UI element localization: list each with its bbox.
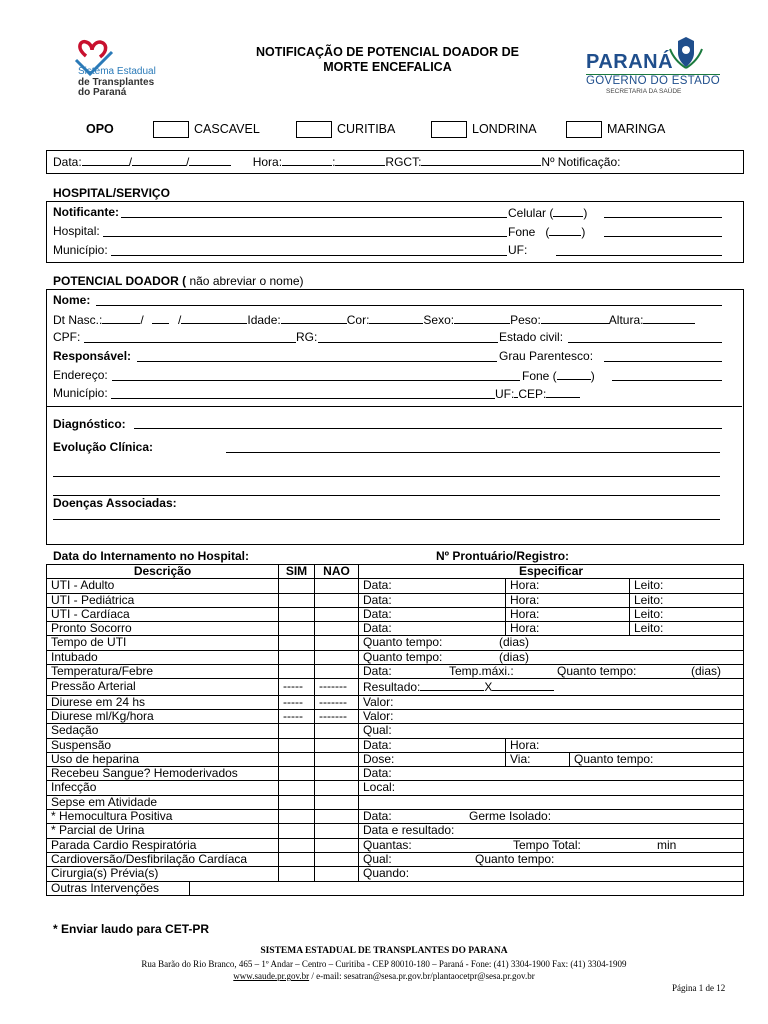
spec-cell[interactable]: Via: (506, 752, 570, 766)
spec-cell[interactable]: Valor: (359, 695, 744, 709)
sexo-field[interactable] (454, 312, 510, 324)
table-row (47, 724, 744, 738)
nao-cell[interactable] (315, 607, 359, 621)
table-row (47, 607, 744, 621)
row-desc: UTI - Adulto (47, 579, 279, 593)
header-descricao: Descrição (47, 565, 279, 579)
idade-field[interactable] (281, 312, 347, 324)
fone-field[interactable] (604, 236, 722, 237)
state-dept: SECRETARIA DA SAÚDE (606, 88, 682, 95)
donor-uf-cep-row (495, 386, 580, 401)
spec-cell[interactable] (359, 795, 744, 809)
table-row (47, 679, 744, 695)
celular-ddd-field[interactable] (553, 205, 583, 217)
sim-cell[interactable] (279, 622, 315, 636)
diagnostico-field[interactable] (134, 428, 722, 429)
idade-label: Idade: (247, 313, 281, 327)
row-desc: Parada Cardio Respiratória (47, 838, 279, 852)
nao-cell[interactable] (315, 824, 359, 838)
pressure-dia-field[interactable] (492, 679, 554, 691)
sim-cell[interactable] (279, 767, 315, 781)
spec-cell[interactable] (359, 636, 744, 650)
parana-coat-of-arms-icon (668, 35, 704, 71)
nao-cell[interactable] (315, 767, 359, 781)
donor-title-note: não abreviar o nome) (186, 274, 304, 288)
spec-cell[interactable] (359, 650, 744, 664)
sim-cell[interactable] (279, 724, 315, 738)
spec-cell[interactable]: Quanto tempo: (570, 752, 744, 766)
sim-cell[interactable] (279, 593, 315, 607)
notification-label: Nº Notificação: (541, 155, 621, 169)
nao-cell[interactable] (315, 867, 359, 881)
row-desc: Tempo de UTI (47, 636, 279, 650)
clinical-table (46, 564, 744, 896)
opo-checkbox-cascavel[interactable] (153, 121, 189, 138)
altura-label: Altura: (608, 313, 644, 327)
uf-field[interactable] (556, 255, 722, 256)
spec-cell[interactable]: Data: (359, 593, 506, 607)
sim-cell[interactable] (279, 810, 315, 824)
table-row (47, 622, 744, 636)
sim-cell[interactable] (279, 665, 315, 679)
title-line-2: MORTE ENCEFALICA (323, 60, 452, 74)
spec-cell[interactable] (359, 665, 744, 679)
row-desc: Pronto Socorro (47, 622, 279, 636)
sim-cell[interactable]: ----- (279, 709, 315, 723)
sim-cell[interactable] (279, 867, 315, 881)
uf-label: UF: (508, 243, 528, 257)
table-row (47, 852, 744, 866)
sim-cell[interactable] (279, 607, 315, 621)
table-row (47, 709, 744, 723)
nao-cell[interactable] (315, 781, 359, 795)
spec-cell[interactable]: Data: (359, 767, 744, 781)
sim-cell[interactable] (279, 579, 315, 593)
date-year-field[interactable] (189, 154, 231, 166)
evolucao-label: Evolução Clínica: (53, 440, 154, 454)
internment-date-label: Data do Internamento no Hospital: (53, 549, 250, 563)
nao-cell[interactable] (315, 738, 359, 752)
spec-text: (dias) (499, 635, 530, 650)
pressure-sys-field[interactable] (420, 679, 484, 691)
notificante-field[interactable] (121, 217, 507, 218)
spec-text: Quanto tempo: (475, 852, 555, 866)
sim-cell[interactable] (279, 824, 315, 838)
spec-cell[interactable]: Hora: (506, 622, 630, 636)
opo-checkbox-curitiba[interactable] (296, 121, 332, 138)
opo-label: OPO (86, 122, 114, 136)
opo-option-londrina: LONDRINA (472, 122, 537, 136)
dob-row: Dt Nasc.: / / Idade: Cor: Sexo: Peso: Altura: (53, 312, 695, 327)
table-header-row (47, 565, 744, 579)
sim-cell[interactable] (279, 738, 315, 752)
opo-checkbox-maringa[interactable] (566, 121, 602, 138)
spec-cell[interactable]: Data: (359, 738, 506, 752)
spec-cell[interactable]: Data: (359, 579, 506, 593)
cpf-label: CPF: (53, 330, 81, 344)
footer-contact (0, 971, 768, 981)
sim-cell[interactable]: ----- (279, 695, 315, 709)
header-sim: SIM (279, 565, 315, 579)
nao-cell[interactable] (315, 579, 359, 593)
logo-line-3: do Paraná (78, 87, 127, 98)
rg-field[interactable] (318, 342, 498, 343)
spec-text: Temp.máxi.: (449, 664, 514, 679)
spec-cell[interactable]: Leito: (630, 622, 744, 636)
row-desc: Diurese em 24 hs (47, 695, 279, 709)
table-row (47, 881, 744, 895)
sim-cell[interactable] (279, 795, 315, 809)
table-row (47, 650, 744, 664)
celular-field[interactable] (604, 217, 722, 218)
spec-cell[interactable]: Data: (359, 607, 506, 621)
estado-civil-field[interactable] (568, 342, 722, 343)
spec-text: Qual: (363, 852, 392, 866)
row-desc: Temperatura/Febre (47, 665, 279, 679)
sim-cell[interactable] (279, 781, 315, 795)
spec-text: min (657, 838, 677, 852)
date-label: Data: (53, 155, 82, 169)
sim-cell[interactable] (279, 650, 315, 664)
table-row (47, 695, 744, 709)
spec-cell[interactable] (359, 679, 744, 695)
cor-label: Cor: (346, 313, 370, 327)
row-desc: Sedação (47, 724, 279, 738)
nao-cell[interactable]: ------- (315, 709, 359, 723)
nao-cell[interactable]: ------- (315, 695, 359, 709)
sim-cell[interactable] (279, 838, 315, 852)
registry-row: Data: / / Hora: : RGCT: Nº Notificação: (53, 155, 621, 169)
table-row (47, 795, 744, 809)
hospital-label: Hospital: (53, 224, 100, 238)
spec-text: Quanto tempo: (363, 650, 443, 664)
table-row (47, 824, 744, 838)
sim-cell[interactable]: ----- (279, 679, 315, 695)
responsavel-field[interactable] (137, 361, 497, 362)
spec-cell[interactable] (359, 838, 744, 852)
footer-address: Rua Barão do Rio Branco, 465 – 1º Andar – Centro – Curitiba - CEP 80010-180 – Paraná - Fone: (41) 3304-1900 Fax: (41) 3304-1909 (141, 959, 627, 969)
spec-cell[interactable] (359, 810, 744, 824)
state-gov: GOVERNO DO ESTADO (586, 75, 720, 87)
row-desc: Recebeu Sangue? Hemoderivados (47, 767, 279, 781)
title-line-1: NOTIFICAÇÃO DE POTENCIAL DOADOR DE (256, 45, 519, 59)
donor-uf-label: UF: (495, 387, 515, 401)
altura-field[interactable] (643, 312, 695, 324)
dob-year-field[interactable] (181, 312, 247, 324)
nao-cell[interactable] (315, 665, 359, 679)
spec-cell[interactable]: Leito: (630, 593, 744, 607)
nao-cell[interactable] (315, 752, 359, 766)
peso-field[interactable] (541, 312, 609, 324)
spec-cell[interactable]: Hora: (506, 579, 630, 593)
donor-fone-label: Fone ( (522, 369, 557, 383)
donor-section-title (53, 274, 304, 288)
responsavel-label: Responsável: (53, 349, 132, 363)
row-desc: * Parcial de Urina (47, 824, 279, 838)
spec-text: Germe Isolado: (469, 809, 552, 824)
row-desc: Suspensão (47, 738, 279, 752)
spec-cell[interactable]: Quando: (359, 867, 744, 881)
dt-nasc-label: Dt Nasc.: (53, 313, 103, 327)
nao-cell[interactable] (315, 810, 359, 824)
donor-municipio-field[interactable] (111, 398, 495, 399)
cpf-field[interactable] (84, 342, 296, 343)
page-number: Página 1 de 12 (672, 983, 726, 993)
table-note: * Enviar laudo para CET-PR (53, 922, 210, 936)
date-day-field[interactable] (82, 154, 129, 166)
spec-cell[interactable]: Local: (359, 781, 744, 795)
nao-cell[interactable] (315, 622, 359, 636)
row-desc: Cardioversão/Desfibrilação Cardíaca (47, 852, 279, 866)
spec-text: Tempo Total: (513, 838, 581, 852)
fone-row: Fone ( ) (508, 225, 586, 239)
nao-cell[interactable] (315, 795, 359, 809)
hospital-field[interactable] (103, 236, 507, 237)
hospital-section-title: HOSPITAL/SERVIÇO (53, 186, 170, 200)
estado-civil-label: Estado civil: (499, 330, 564, 344)
doencas-field[interactable] (53, 519, 720, 520)
nao-cell[interactable] (315, 636, 359, 650)
row-desc: Cirurgia(s) Prévia(s) (47, 867, 279, 881)
sexo-label: Sexo: (423, 313, 455, 327)
endereco-field[interactable] (112, 380, 520, 381)
row-desc: UTI - Pediátrica (47, 593, 279, 607)
sim-cell[interactable] (279, 852, 315, 866)
hour-field[interactable] (282, 154, 332, 166)
notificante-label: Notificante: (53, 205, 119, 219)
nao-cell[interactable]: ------- (315, 679, 359, 695)
spec-cell[interactable]: Leito: (630, 579, 744, 593)
spec-cell[interactable]: Leito: (630, 607, 744, 621)
date-month-field[interactable] (132, 154, 186, 166)
spec-text: Outras Intervenções (47, 882, 190, 895)
table-row (47, 781, 744, 795)
spec-cell[interactable]: Qual: (359, 724, 744, 738)
header-nao: NAO (315, 565, 359, 579)
fone-label: Fone (508, 225, 536, 239)
evolucao-field-1[interactable] (226, 452, 720, 453)
spec-cell[interactable]: Valor: (359, 709, 744, 723)
table-row (47, 752, 744, 766)
nao-cell[interactable] (315, 650, 359, 664)
footer-email: / e-mail: sesatran@sesa.pr.gov.br/plantaocetpr@sesa.pr.gov.br (309, 971, 535, 981)
row-desc: Infecção (47, 781, 279, 795)
prontuario-label: Nº Prontuário/Registro: (436, 549, 570, 563)
municipio-field[interactable] (111, 255, 507, 256)
spec-cell[interactable]: Hora: (506, 738, 744, 752)
nao-cell[interactable] (315, 724, 359, 738)
spec-cell[interactable]: Hora: (506, 607, 630, 621)
row-desc: UTI - Cardíaca (47, 607, 279, 621)
table-row (47, 767, 744, 781)
row-desc: Uso de heparina (47, 752, 279, 766)
donor-cep-field[interactable] (546, 386, 580, 398)
table-row (47, 867, 744, 881)
donor-fone-row: Fone ( ) (522, 369, 595, 383)
spec-text: (dias) (499, 650, 530, 664)
footer-site-link[interactable]: www.saude.pr.gov.br (233, 971, 310, 981)
peso-label: Peso: (510, 313, 541, 327)
opo-checkbox-londrina[interactable] (431, 121, 467, 138)
spec-cell[interactable]: Hora: (506, 593, 630, 607)
cor-field[interactable] (369, 312, 423, 324)
logo-line-2: de Transplantes (78, 76, 155, 88)
spec-text: Quanto tempo: (363, 635, 443, 650)
header-especificar: Especificar (359, 565, 744, 579)
spec-cell[interactable]: Dose: (359, 752, 506, 766)
table-row (47, 738, 744, 752)
diagnostico-label: Diagnóstico: (53, 417, 126, 431)
celular-label: Celular ( (508, 206, 554, 220)
endereco-label: Endereço: (53, 368, 108, 382)
spec-text: Data: (363, 809, 392, 824)
dob-day-field[interactable] (102, 312, 140, 324)
logo-line-1: Sistema Estadual (78, 66, 156, 77)
row-desc: Diurese ml/Kg/hora (47, 709, 279, 723)
nome-field[interactable] (96, 305, 722, 306)
sim-cell[interactable] (279, 752, 315, 766)
donor-title-text: POTENCIAL DOADOR ( (53, 274, 187, 288)
doencas-label: Doenças Associadas: (53, 496, 177, 510)
logo-text (78, 67, 156, 99)
table-row (47, 636, 744, 650)
table-row (47, 593, 744, 607)
spec-text: Data: (363, 664, 392, 679)
sim-cell[interactable] (279, 636, 315, 650)
evolucao-field-2[interactable] (53, 476, 720, 477)
hospital-box (46, 201, 744, 263)
municipio-label: Município: (53, 243, 108, 257)
table-row (47, 810, 744, 824)
row-desc: Sepse em Atividade (47, 795, 279, 809)
spec-text: Resultado: (363, 680, 421, 695)
rg-label: RG: (296, 330, 318, 344)
footer-org: SISTEMA ESTADUAL DE TRANSPLANTES DO PARANA (260, 946, 508, 956)
spec-cell[interactable] (359, 852, 744, 866)
donor-cep-label: CEP: (518, 387, 547, 401)
celular-row: Celular ( ) (508, 206, 588, 220)
spec-text: X (484, 680, 493, 695)
opo-option-cascavel: CASCAVEL (194, 122, 260, 136)
page-title (230, 45, 545, 75)
nao-cell[interactable] (315, 593, 359, 607)
state-name: PARANÁ (586, 51, 674, 73)
opo-option-curitiba: CURITIBA (337, 122, 396, 136)
fone-ddd-field[interactable] (549, 224, 581, 236)
minute-field[interactable] (335, 154, 385, 166)
spec-text: Quanto tempo: (557, 664, 637, 679)
nome-label: Nome: (53, 293, 91, 307)
table-row (47, 838, 744, 852)
spec-cell[interactable]: Data: (359, 622, 506, 636)
spec-cell[interactable]: Data e resultado: (359, 824, 744, 838)
table-row (47, 579, 744, 593)
donor-fone-field[interactable] (612, 380, 722, 381)
grau-label: Grau Parentesco: (499, 349, 594, 363)
spec-text: (dias) (691, 664, 722, 679)
row-desc: Pressão Arterial (47, 679, 279, 695)
rgct-field[interactable] (421, 154, 541, 166)
nao-cell[interactable] (315, 852, 359, 866)
opo-option-maringa: MARINGA (607, 122, 666, 136)
rgct-label: RGCT: (385, 155, 422, 169)
donor-fone-ddd-field[interactable] (557, 368, 591, 380)
row-desc: * Hemocultura Positiva (47, 810, 279, 824)
row-desc: Intubado (47, 650, 279, 664)
dob-month-field[interactable] (152, 312, 169, 324)
row-desc[interactable] (47, 881, 744, 895)
donor-divider (47, 406, 742, 407)
hour-label: Hora: (252, 155, 283, 169)
nao-cell[interactable] (315, 838, 359, 852)
spec-text: Quantas: (363, 838, 412, 852)
grau-field[interactable] (604, 361, 722, 362)
donor-municipio-label: Município: (53, 386, 108, 400)
table-row (47, 665, 744, 679)
